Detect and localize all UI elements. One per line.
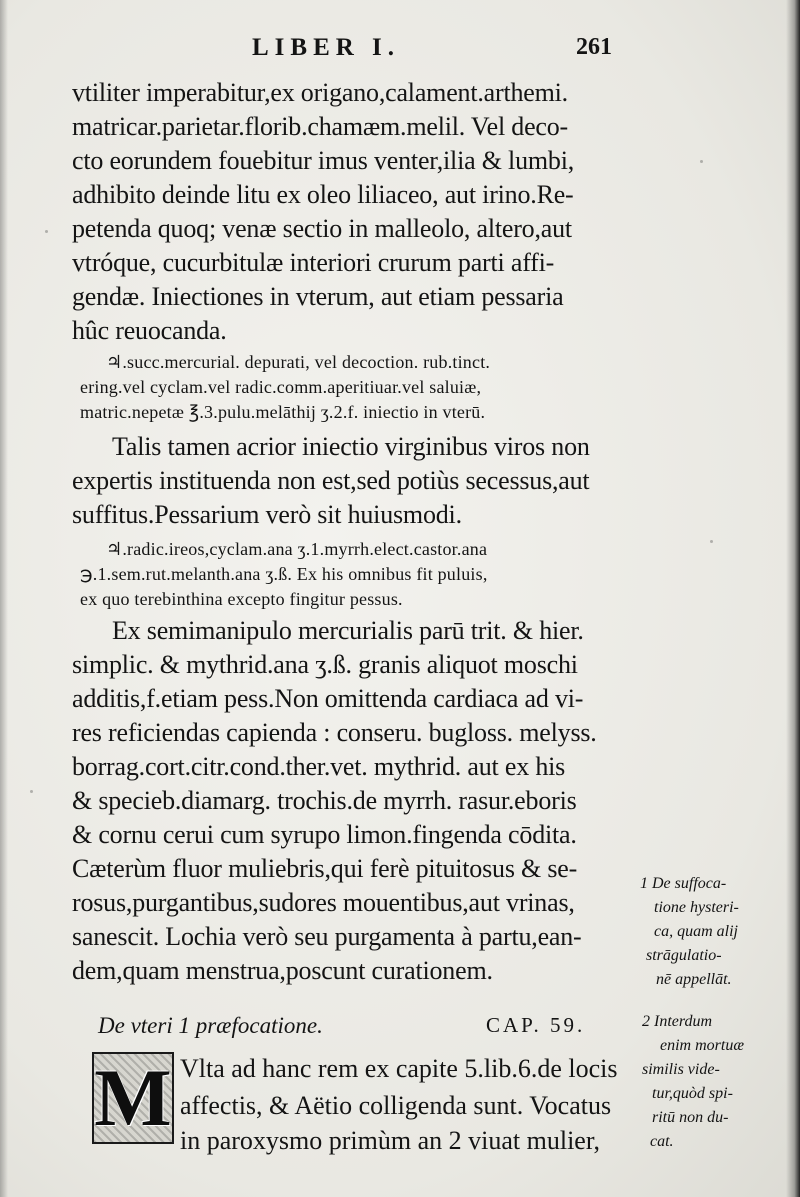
chapter-number: CAP. 59. — [486, 1013, 586, 1037]
text-line: vtiliter imperabitur,ex origano,calament.arthemi. — [72, 78, 568, 107]
initial-letter: M — [94, 1052, 172, 1143]
text-line: vtróque, cucurbitulæ interiori crurum parti affi- — [72, 248, 555, 277]
marginal-note: 2 Interdum — [642, 1013, 713, 1030]
text-line: suffitus.Pessarium verò sit huiusmodi. — [72, 500, 462, 529]
text-line: res reficiendas capienda : conseru. bugloss. melyss. — [72, 718, 597, 747]
marginal-note: cat. — [650, 1133, 674, 1150]
text-line: gendæ. Iniectiones in vterum, aut etiam pessaria — [72, 282, 564, 311]
paper-speck — [710, 540, 713, 543]
marginal-note: enim mortuæ — [660, 1037, 744, 1054]
marginal-note: similis vide- — [642, 1061, 720, 1078]
text-line: cto eorundem fouebitur imus venter,ilia & lumbi, — [72, 146, 575, 175]
page-gutter-shadow — [0, 0, 8, 1197]
recipe-line: ♃.radic.ireos,cyclam.ana ʒ.1.myrrh.elect.castor.ana — [106, 539, 488, 559]
marginal-note: ca, quam alij — [654, 923, 738, 940]
text-line: & specieb.diamarg. trochis.de myrrh. rasur.eboris — [72, 786, 577, 815]
text-line: adhibito deinde litu ex oleo liliaceo, aut irino.Re- — [72, 180, 574, 209]
marginal-note: ritū non du- — [652, 1109, 729, 1126]
recipe-line: ♃.succ.mercurial. depurati, vel decoction. rub.tinct. — [106, 352, 491, 372]
text-line: sanescit. Lochia verò seu purgamenta à partu,ean- — [72, 922, 582, 951]
page-number: 261 — [576, 34, 612, 60]
text-line: Talis tamen acrior iniectio virginibus viros non — [112, 432, 590, 461]
recipe-line: ℈.1.sem.rut.melanth.ana ʒ.ß. Ex his omnibus fit puluis, — [80, 564, 488, 584]
text-line: Ex semimanipulo mercurialis parū trit. & hier. — [112, 616, 584, 645]
text-line: petenda quoq; venæ sectio in malleolo, altero,aut — [72, 214, 572, 243]
recipe-line: ex quo terebinthina excepto fingitur pessus. — [80, 589, 403, 609]
recipe-line: ering.vel cyclam.vel radic.comm.aperitiuar.vel saluiæ, — [80, 377, 482, 397]
marginal-note: nē appellāt. — [656, 971, 732, 988]
text-line: expertis instituenda non est,sed potiùs secessus,aut — [72, 466, 590, 495]
decorated-initial — [92, 1052, 174, 1144]
chapter-title: De vteri 1 præfocatione. — [98, 1013, 323, 1038]
text-line: hûc reuocanda. — [72, 316, 227, 345]
text-line: dem,quam menstrua,poscunt curationem. — [72, 956, 493, 985]
text-line: simplic. & mythrid.ana ʒ.ß. granis aliquot moschi — [72, 650, 578, 679]
text-line: matricar.parietar.florib.chamæm.melil. Vel deco- — [72, 112, 569, 141]
text-line: & cornu cerui cum syrupo limon.fingenda cōdita. — [72, 820, 577, 849]
text-line: affectis, & Aëtio colligenda sunt. Vocatus — [180, 1091, 612, 1120]
marginal-note: tur,quòd spi- — [652, 1085, 733, 1102]
running-head: LIBER I. — [252, 34, 401, 61]
text-line: borrag.cort.citr.cond.ther.vet. mythrid. aut ex his — [72, 752, 566, 781]
paper-speck — [45, 230, 48, 233]
text-line: rosus,purgantibus,sudores mouentibus,aut vrinas, — [72, 888, 575, 917]
text-line: in paroxysmo primùm an 2 viuat mulier, — [180, 1126, 600, 1155]
marginal-note: 1 De suffoca- — [640, 875, 727, 892]
text-line: additis,f.etiam pess.Non omittenda cardiaca ad vi- — [72, 684, 584, 713]
marginal-note: strāgulatio- — [646, 947, 722, 964]
recipe-line: matric.nepetæ ℥.3.pulu.melāthij ʒ.2.f. iniectio in vterū. — [80, 402, 486, 422]
paper-speck — [700, 160, 703, 163]
paper-speck — [30, 790, 33, 793]
text-line: Cæterùm fluor muliebris,qui ferè pituitosus & se- — [72, 854, 578, 883]
page-header — [0, 34, 800, 74]
marginal-note: tione hysteri- — [654, 899, 739, 916]
text-line: Vlta ad hanc rem ex capite 5.lib.6.de locis — [180, 1054, 618, 1083]
